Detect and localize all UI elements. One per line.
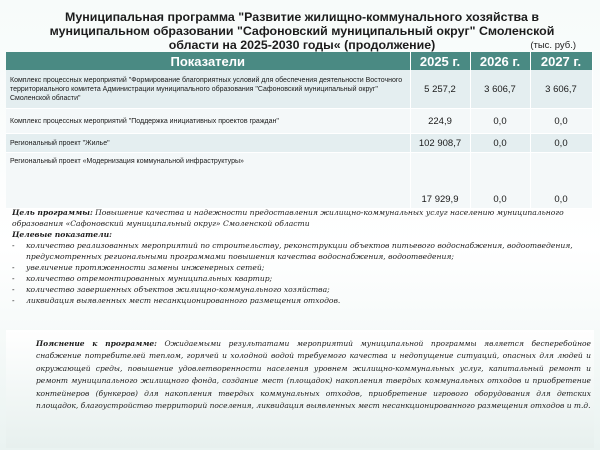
value-2027: 0,0 — [530, 153, 592, 209]
page-title: Муниципальная программа "Развитие жилищно-коммунального хозяйства в муниципальном образовании "Сафоновский муниципальный округ" Смоленской области на 2025-2030 годы« (продолжение) — [49, 10, 555, 52]
row-label: Комплекс процессных мероприятий "Поддержка инициативных проектов граждан" — [6, 109, 410, 134]
value-2027: 3 606,7 — [530, 70, 592, 109]
goal-label: Цель программы: — [12, 208, 93, 217]
header-2027: 2027 г. — [530, 52, 592, 70]
goal-text: Повышение качества и надежности предоставления жилищно-коммунальных услуг населению муниципального образования «Сафоновский муниципальный округ» Смоленской области — [12, 208, 564, 228]
value-2025: 224,9 — [410, 109, 470, 134]
row-label: Комплекс процессных мероприятий "Формирование благоприятных условий для обеспечения деятельности Восточного территориального комитета Администрации муниципального образования "Сафоновский муниципальный округ" Смоленской области" — [6, 70, 410, 109]
header-2026: 2026 г. — [470, 52, 530, 70]
value-2027: 0,0 — [530, 134, 592, 153]
row-label: Региональный проект «Модернизация коммунальной инфраструктуры» — [6, 153, 410, 209]
header-indicators: Показатели — [6, 52, 410, 70]
explanation-paragraph — [36, 338, 591, 412]
units-label: (тыс. руб.) — [530, 40, 576, 51]
table-row — [6, 153, 592, 209]
value-2026: 0,0 — [470, 109, 530, 134]
financing-table — [6, 52, 593, 209]
target-item: - ликвидация выявленных мест несанкционированного размещения отходов. — [12, 295, 592, 306]
explanation-text: Ожидаемыми результатами мероприятий муниципальной программы является бесперебойное снабжение потребителей теплом, горячей и холодной водой требуемого качества и недопущение ситуаций, опасных для людей и окружающей среды, повышение удовлетворенности населения уровнем жилищно-коммунальных услуг, капитальный ремонт и ремонт муниципального жилищного фонда, создание мест (площадок) накопления твердых коммунальных отходов и приобретение контейнеров (бункеров) для накопления твердых коммунальных отходов, приобретение игрового оборудования для детских площадок, благоустройство территорий поселения, ликвидация выявленных мест несанкционированного размещения отходов и т.д. — [36, 339, 591, 411]
table-row — [6, 134, 592, 153]
target-item: - увеличение протяженности замены инженерных сетей; — [12, 262, 592, 273]
table-row — [6, 70, 592, 109]
targets-label: Целевые показатели: — [12, 230, 112, 239]
goal-section — [12, 207, 592, 306]
value-2026: 0,0 — [470, 134, 530, 153]
value-2025: 17 929,9 — [410, 153, 470, 209]
table-row — [6, 109, 592, 134]
header-2025: 2025 г. — [410, 52, 470, 70]
target-item: - количество реализованных мероприятий по строительству, реконструкции объектов питьевого водоснабжения, водоотведения, предусмотренных региональными программами повышения качества водоснабжения, водоотведения; — [12, 240, 592, 262]
target-item: - количество завершенных объектов жилищно-коммунального хозяйства; — [12, 284, 592, 295]
table-header-row — [6, 52, 592, 70]
goal-paragraph — [12, 207, 592, 229]
explanation-label: Пояснение к программе: — [36, 339, 157, 348]
value-2025: 5 257,2 — [410, 70, 470, 109]
value-2027: 0,0 — [530, 109, 592, 134]
row-label: Региональный проект "Жилье" — [6, 134, 410, 153]
value-2025: 102 908,7 — [410, 134, 470, 153]
explanation-box — [6, 330, 594, 448]
target-item: - количество отремонтированных муниципальных квартир; — [12, 273, 592, 284]
value-2026: 3 606,7 — [470, 70, 530, 109]
value-2026: 0,0 — [470, 153, 530, 209]
